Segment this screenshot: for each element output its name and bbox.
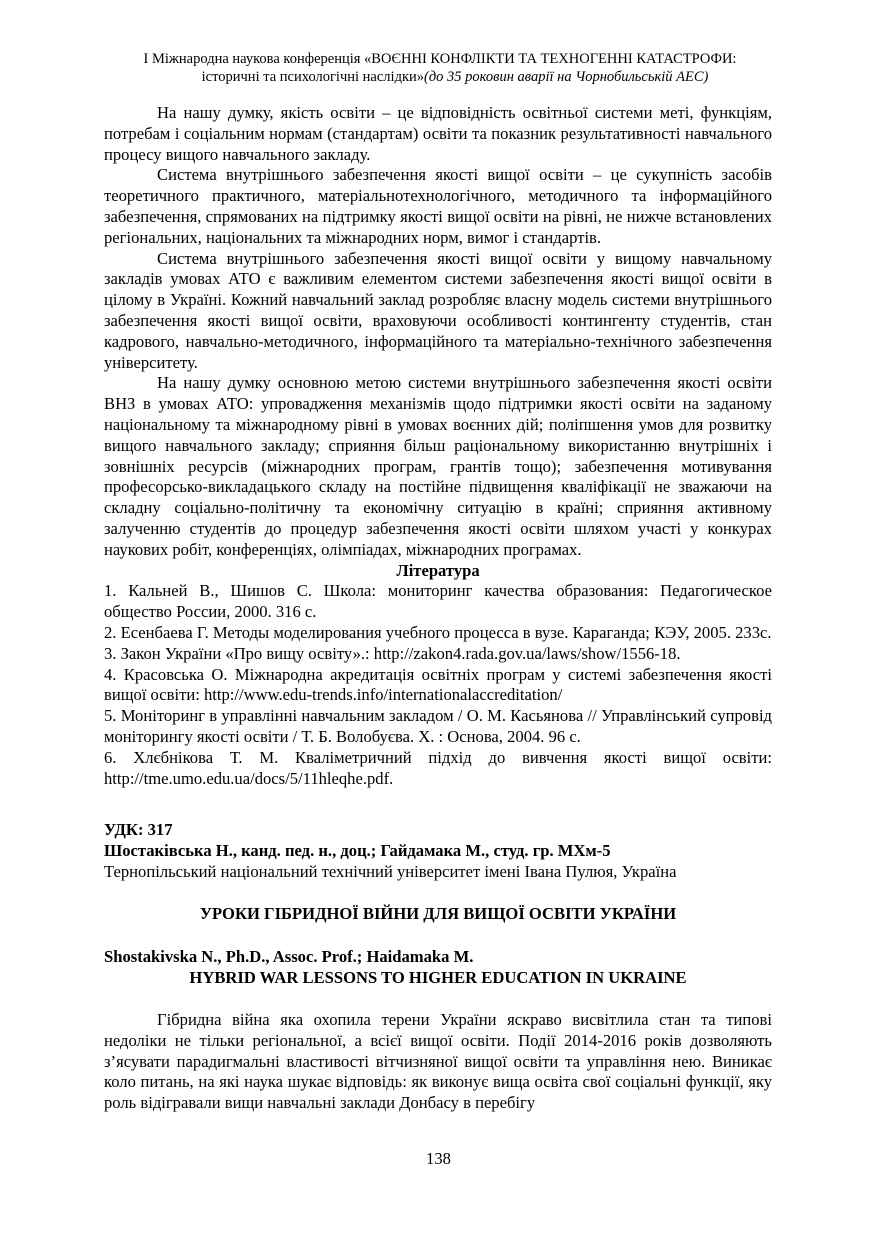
section-gap <box>104 789 772 820</box>
paragraph: Система внутрішнього забезпечення якості вищої освіти – це сукупність засобів теоретичного практичного, матеріальнотехнологічного, методичного та інформаційного забезпечення, спрямованих на підтримку якості вищої освіти на рівні, не нижче встановлених регіональних, національних та міжнародних норм, вимог і стандартів. <box>104 165 772 247</box>
page-body <box>104 103 772 1114</box>
udk-code: УДК: 317 <box>104 820 173 840</box>
article-intro-paragraph: Гібридна війна яка охопила терени України яскраво висвітлила стан та типові недоліки не тільки регіональної, а всієї вищої освіти. Події 2014-2016 років дозволяють з’ясувати парадигмальні властивості вітчизняної вищої освіти та управління нею. Виникає коло питань, на які наука шукає відповідь: як виконує вища освіта свої соціальні функції, яку роль відігравали вищи навчальні заклади Донбасу в перебігу <box>104 1010 772 1113</box>
reference-item: 3. Закон України «Про вищу освіту».: http://zakon4.rada.gov.ua/laws/show/1556-18. <box>104 643 681 663</box>
section-gap <box>104 989 772 1010</box>
reference-item: 5. Моніторинг в управлінні навчальним закладом / О. М. Касьянова // Управлінський супровід моніторингу якості освіти / Т. Б. Волобуєва. Х. : Основа, 2004. 96 с. <box>104 706 772 746</box>
reference-list <box>104 581 772 789</box>
article-title-ua: УРОКИ ГІБРИДНОЇ ВІЙНИ ДЛЯ ВИЩОЇ ОСВІТИ УКРАЇНИ <box>199 903 677 923</box>
article-title-en: HYBRID WAR LESSONS TO HIGHER EDUCATION IN UKRAINE <box>189 968 687 988</box>
page-number: 138 <box>426 1149 451 1168</box>
article-affiliation: Тернопільський національний технічний університет імені Івана Пулюя, Україна <box>104 861 677 881</box>
article-authors-en: Shostakivska N., Ph.D., Assoc. Prof.; Haidamaka M. <box>104 947 474 967</box>
header-line-2-italic: (до 35 роковин аварії на Чорнобильській АЕС) <box>424 69 709 85</box>
article-authors: Шостаківська Н., канд. пед. н., доц.; Гайдамака М., студ. гр. МХм-5 <box>104 841 611 861</box>
paragraph: На нашу думку основною метою системи внутрішнього забезпечення якості освіти ВНЗ в умовах АТО: упровадження механізмів щодо підтримки якості освіти на заданому національному та міжнародному рівні в умовах воєнних дій; поліпшення умов для розвитку вищого навчального закладу; сприяння більш раціональному використанню внутрішніх і зовнішніх ресурсів (міжнародних програм, грантів тощо); забезпечення мотивування професорсько-викладацького складу на постійне підвищення кваліфікації не зважаючи на складну соціально-політичну та економічну ситуацію в країні; сприяння активному залученню студентів до процедур забезпечення якості освіти шляхом участі у конкурах наукових робіт, конференціях, олімпіадах, міжнародних програмах. <box>104 373 772 559</box>
header-line-2-plain: історичні та психологічні наслідки» <box>201 69 424 85</box>
header-line-1: І Міжнародна наукова конференція «ВОЄННІ КОНФЛІКТИ ТА ТЕХНОГЕННІ КАТАСТРОФИ: <box>143 51 737 67</box>
conference-header <box>95 50 785 86</box>
header-line-2 <box>95 68 785 86</box>
paragraph: Система внутрішнього забезпечення якості вищої освіти у вищому навчальному закладів умовах АТО є важливим елементом системи забезпечення якості вищої освіти в цілому в Україні. Кожний навчальний заклад розробляє власну модель системи внутрішнього забезпечення якості вищої освіти, враховуючи особливості контингенту студентів, стан кадрового, навчально-методичного, інформаційного та матеріально-технічного забезпечення університету. <box>104 248 772 372</box>
reference-item: 2. Есенбаева Г. Методы моделирования учебного процесса в вузе. Караганда; КЭУ, 2005. 233с. <box>104 622 772 642</box>
literature-title: Література <box>396 560 480 580</box>
reference-item: 1. Кальней В., Шишов С. Школа: мониторинг качества образования: Педагогическое общество России, 2000. 316 с. <box>104 581 772 622</box>
paragraph: На нашу думку, якість освіти – це відповідність освітньої системи меті, функціям, потребам і соціальним нормам (стандартам) освіти та показник результативності навчального процесу вищого навчального закладу. <box>104 103 772 164</box>
reference-item: 4. Красовська О. Міжнародна акредитація освітніх програм у системі забезпечення якості вищої освіти: http://www.edu-trends.info/internationalaccreditation/ <box>104 664 772 705</box>
reference-item: 6. Хлєбнікова Т. М. Кваліметричний підхід до вивчення якості вищої освіти: http://tme.umo.edu.ua/docs/5/11hleqhe.pdf. <box>104 747 772 788</box>
